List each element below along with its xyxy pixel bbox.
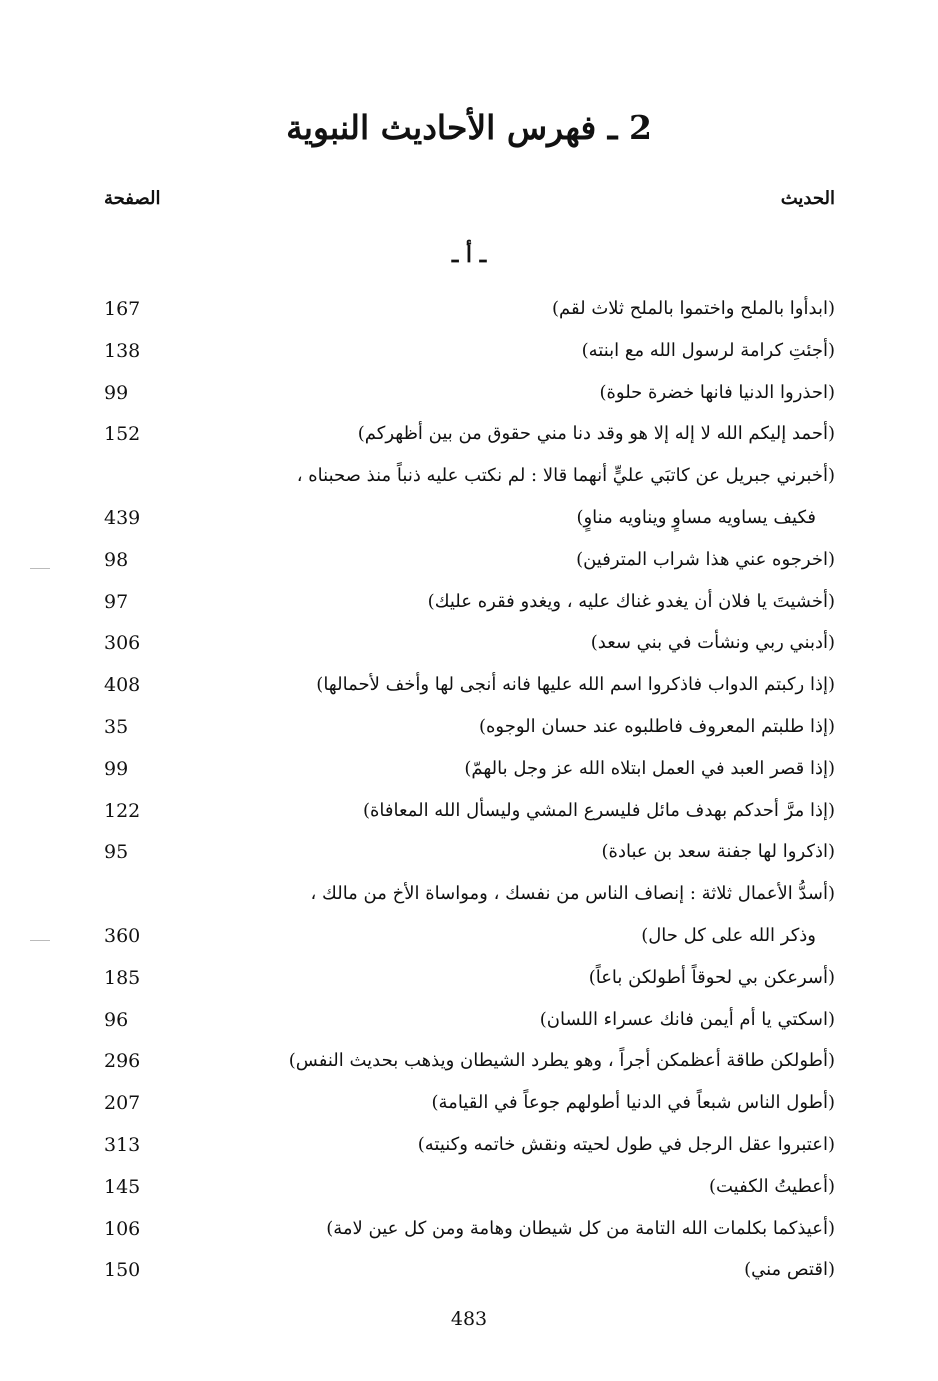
index-entry: [0, 875, 938, 917]
index-entry: [0, 1042, 938, 1084]
index-entry: [0, 1251, 938, 1293]
page-ref: 360: [104, 924, 141, 947]
hadith-text: (أعطيتُ الكفيت): [708, 1175, 835, 1197]
index-entry: [0, 541, 938, 583]
hadith-text: (أطولكن طاقة أعظمكن أجراً ، وهو يطرد الشيطان ويذهب بحديث النفس): [288, 1050, 835, 1072]
page-ref: 145: [104, 1175, 141, 1198]
index-entry: [0, 290, 938, 332]
index-entry: [0, 1126, 938, 1168]
page-title: 2 ـ فهرس الأحاديث النبوية: [286, 108, 652, 147]
hadith-text: (أطول الناس شبعاً في الدنيا أطولهم جوعاً في القيامة): [431, 1092, 835, 1114]
page-ref: 99: [104, 381, 129, 404]
hadith-text: (ابدأوا بالملح واختموا بالملح ثلاث لقم): [552, 298, 835, 319]
hadith-text: (اذكروا لها جفنة سعد بن عبادة): [601, 841, 835, 863]
section-letter: ـ أ ـ: [451, 242, 487, 268]
page-number: 483: [450, 1308, 488, 1330]
page-ref: 122: [104, 799, 141, 822]
hadith-text: (اسكتي يا أم أيمن فانك عسراء اللسان): [539, 1008, 835, 1030]
hadith-text: (اقتص مني): [744, 1259, 835, 1281]
page-column-header: الصفحة: [104, 188, 161, 209]
page-ref: 152: [104, 423, 141, 446]
hadith-text: (اعتبروا عقل الرجل في طول لحيته ونقش خاتمه وكنيته): [417, 1133, 835, 1155]
hadith-text: (أسرعكن بي لحوقاً أطولكن باعاً): [588, 966, 835, 988]
scan-edge-mark: [30, 940, 50, 941]
hadith-text: (احذروا الدنيا فانها خضرة حلوة): [599, 381, 835, 403]
index-entry: [0, 666, 938, 708]
hadith-text: (أجئتِ كرامة لرسول الله مع ابنته): [581, 339, 835, 361]
hadith-text: فكيف يساويه مساوٍ ويناويه مناوٍ): [576, 506, 816, 528]
index-entry: [0, 833, 938, 875]
hadith-text: (إذا ركبتم الدواب فاذكروا اسم الله عليها فانه أنجى لها وأخف لأحمالها): [316, 674, 835, 696]
hadith-text: (اخرجوه عني هذا شراب المترفين): [576, 548, 835, 570]
page-ref: 296: [104, 1050, 141, 1073]
index-entry: [0, 457, 938, 499]
page-ref: 313: [104, 1133, 141, 1156]
page-ref: 99: [104, 757, 129, 780]
hadith-text: (أخبرني جبريل عن كاتبَي عليٍّ أنهما قالا : لم نكتب عليه ذنباً منذ صحبناه ،: [296, 465, 835, 487]
index-entry: [0, 1084, 938, 1126]
page-ref: 167: [104, 298, 141, 320]
index-entry: [0, 959, 938, 1001]
page-ref: 97: [104, 590, 129, 613]
hadith-text: (إذا قصر العبد في العمل ابتلاه الله عز وجل بالهمّ): [464, 757, 835, 779]
index-entry: [0, 1210, 938, 1252]
page-ref: 408: [104, 674, 141, 697]
index-entry: [0, 499, 938, 541]
hadith-column-header: الحديث: [780, 188, 835, 209]
hadith-text: وذكر الله على كل حال): [641, 924, 816, 946]
page-ref: 96: [104, 1008, 129, 1031]
hadith-text: (إذا طلبتم المعروف فاطلبوه عند حسان الوجوه): [478, 715, 835, 737]
index-entry: [0, 750, 938, 792]
scan-edge-mark: [30, 568, 50, 569]
index-entry: [0, 792, 938, 834]
index-entry: [0, 708, 938, 750]
index-entry: [0, 332, 938, 374]
page-ref: 106: [104, 1217, 141, 1240]
index-entry: [0, 917, 938, 959]
hadith-text: (أخشيتَ يا فلان أن يغدو غناك عليه ، ويغدو فقره عليك): [427, 590, 835, 612]
index-entry: [0, 415, 938, 457]
index-entry: [0, 1168, 938, 1210]
index-entry: [0, 583, 938, 625]
hadith-text: (إذا مرَّ أحدكم بهدف مائل فليسرع المشي وليسأل الله المعافاة): [362, 799, 835, 821]
hadith-text: (أسدُّ الأعمال ثلاثة : إنصاف الناس من نفسك ، ومواساة الأخ من مالك ،: [310, 883, 835, 905]
page-ref: 306: [104, 632, 141, 655]
page-ref: 439: [104, 506, 141, 529]
hadith-index-list: [0, 290, 938, 1293]
hadith-text: (أحمد إليكم الله لا إله إلا هو وقد دنا مني حقوق من بين أظهركم): [357, 423, 835, 445]
hadith-text: (أدبني ربي ونشأت في بني سعد): [590, 632, 835, 654]
page-ref: 35: [104, 715, 129, 738]
page-ref: 138: [104, 339, 141, 362]
page-ref: 95: [104, 841, 129, 864]
page-ref: 185: [104, 966, 141, 989]
index-entry: [0, 374, 938, 416]
hadith-text: (أعيذكما بكلمات الله التامة من كل شيطان وهامة ومن كل عين لامة): [326, 1217, 835, 1239]
page-ref: 207: [104, 1092, 141, 1115]
page-ref: 98: [104, 548, 129, 571]
index-entry: [0, 1001, 938, 1043]
index-entry: [0, 624, 938, 666]
page-ref: 150: [104, 1259, 141, 1282]
